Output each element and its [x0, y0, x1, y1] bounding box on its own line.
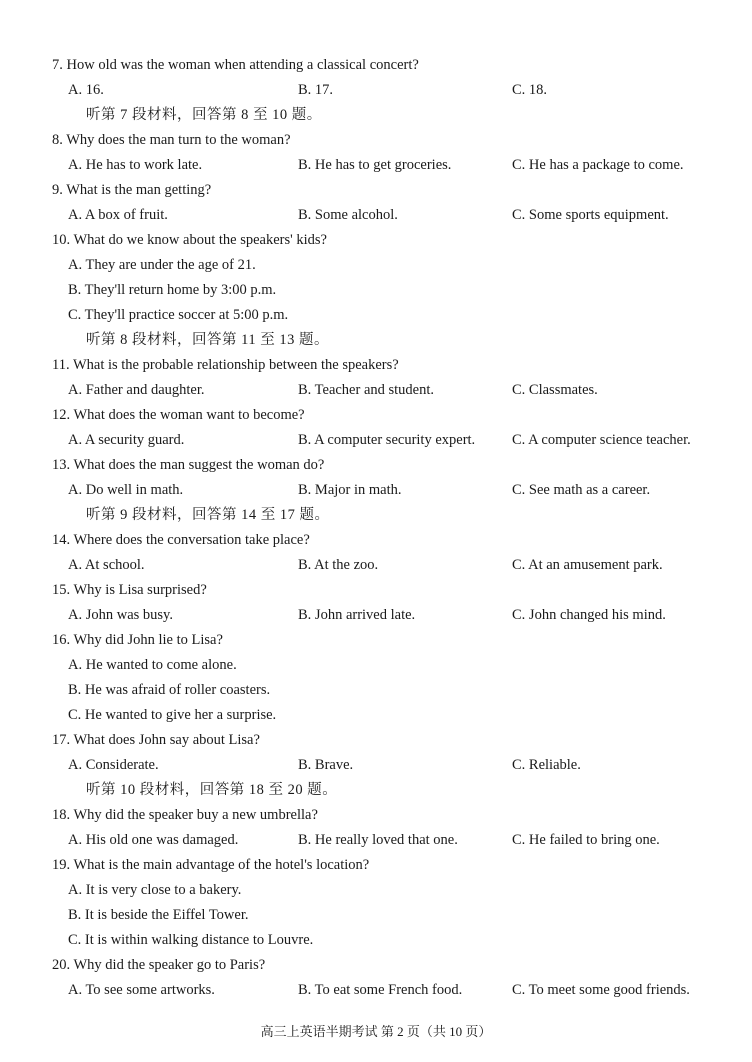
question-line: [0, 178, 752, 203]
option-a: A. He has to work late.: [68, 157, 203, 173]
options-row: [0, 153, 752, 178]
question-text: 12. What does the woman want to become?: [52, 407, 305, 423]
question-line: [0, 403, 752, 428]
option-c: C. See math as a career.: [512, 482, 651, 498]
options-row: [0, 978, 752, 1003]
option-line: [0, 303, 752, 328]
option-b: B. At the zoo.: [298, 557, 379, 573]
option-c: C. John changed his mind.: [512, 607, 666, 623]
question-text: 14. Where does the conversation take place?: [52, 532, 310, 548]
option-text: B. They'll return home by 3:00 p.m.: [68, 282, 277, 298]
option-c: C. At an amusement park.: [512, 557, 663, 573]
question-text: 11. What is the probable relationship between the speakers?: [52, 357, 399, 373]
question-text: 15. Why is Lisa surprised?: [52, 582, 207, 598]
option-a: A. At school.: [68, 557, 145, 573]
option-b: B. Brave.: [298, 757, 354, 773]
option-b: B. Teacher and student.: [298, 382, 435, 398]
option-b: B. A computer security expert.: [298, 432, 476, 448]
question-text: 20. Why did the speaker go to Paris?: [52, 957, 266, 973]
option-a: A. Do well in math.: [68, 482, 184, 498]
option-a: A. Father and daughter.: [68, 382, 205, 398]
options-row: [0, 753, 752, 778]
option-line: [0, 653, 752, 678]
options-row: [0, 478, 752, 503]
option-line: [0, 278, 752, 303]
option-text: A. He wanted to come alone.: [68, 657, 237, 673]
section-instruction: [0, 103, 752, 128]
option-a: A. A box of fruit.: [68, 207, 168, 223]
option-c: C. To meet some good friends.: [512, 982, 690, 998]
question-text: 13. What does the man suggest the woman do?: [52, 457, 325, 473]
instruction-text: 听第 7 段材料，回答第 8 至 10 题。: [86, 107, 322, 123]
question-line: [0, 228, 752, 253]
option-text: A. They are under the age of 21.: [68, 257, 256, 273]
section-instruction: [0, 778, 752, 803]
question-text: 9. What is the man getting?: [52, 182, 212, 198]
question-line: [0, 728, 752, 753]
option-line: [0, 903, 752, 928]
question-line: [0, 953, 752, 978]
option-b: B. John arrived late.: [298, 607, 416, 623]
option-b: B. Major in math.: [298, 482, 402, 498]
instruction-text: 听第 9 段材料，回答第 14 至 17 题。: [86, 507, 330, 523]
instruction-text: 听第 8 段材料，回答第 11 至 13 题。: [86, 332, 329, 348]
question-text: 17. What does John say about Lisa?: [52, 732, 260, 748]
question-text: 19. What is the main advantage of the hotel's location?: [52, 857, 370, 873]
option-b: B. He really loved that one.: [298, 832, 458, 848]
option-line: [0, 878, 752, 903]
question-line: [0, 453, 752, 478]
options-row: [0, 78, 752, 103]
option-text: C. It is within walking distance to Louvre.: [68, 932, 314, 948]
option-line: [0, 678, 752, 703]
option-c: C. He failed to bring one.: [512, 832, 660, 848]
option-a: A. A security guard.: [68, 432, 185, 448]
question-text: 8. Why does the man turn to the woman?: [52, 132, 291, 148]
option-a: A. His old one was damaged.: [68, 832, 239, 848]
question-line: [0, 528, 752, 553]
question-text: 7. How old was the woman when attending a classical concert?: [52, 57, 419, 73]
question-line: [0, 128, 752, 153]
options-row: [0, 378, 752, 403]
option-c: C. Some sports equipment.: [512, 207, 669, 223]
option-text: C. They'll practice soccer at 5:00 p.m.: [68, 307, 289, 323]
question-line: [0, 628, 752, 653]
question-text: 10. What do we know about the speakers' kids?: [52, 232, 327, 248]
question-line: [0, 353, 752, 378]
question-text: 16. Why did John lie to Lisa?: [52, 632, 223, 648]
option-c: C. He has a package to come.: [512, 157, 684, 173]
option-line: [0, 253, 752, 278]
options-row: [0, 428, 752, 453]
question-line: [0, 53, 752, 78]
question-text: 18. Why did the speaker buy a new umbrella?: [52, 807, 318, 823]
page-footer: 高三上英语半期考试 第 2 页（共 10 页）: [260, 1024, 492, 1039]
options-row: [0, 828, 752, 853]
option-a: A. 16.: [68, 82, 104, 98]
question-line: [0, 578, 752, 603]
instruction-text: 听第 10 段材料，回答第 18 至 20 题。: [86, 782, 338, 798]
option-c: C. A computer science teacher.: [512, 432, 691, 448]
option-text: B. He was afraid of roller coasters.: [68, 682, 271, 698]
option-c: C. Reliable.: [512, 757, 581, 773]
option-a: A. To see some artworks.: [68, 982, 215, 998]
option-text: A. It is very close to a bakery.: [68, 882, 242, 898]
section-instruction: [0, 328, 752, 353]
section-instruction: [0, 503, 752, 528]
options-row: [0, 203, 752, 228]
option-b: B. 17.: [298, 82, 334, 98]
option-b: B. He has to get groceries.: [298, 157, 452, 173]
options-row: [0, 553, 752, 578]
option-line: [0, 703, 752, 728]
option-a: A. John was busy.: [68, 607, 173, 623]
option-text: B. It is beside the Eiffel Tower.: [68, 907, 249, 923]
option-line: [0, 928, 752, 953]
option-c: C. Classmates.: [512, 382, 598, 398]
option-text: C. He wanted to give her a surprise.: [68, 707, 277, 723]
option-a: A. Considerate.: [68, 757, 159, 773]
options-row: [0, 603, 752, 628]
option-c: C. 18.: [512, 82, 548, 98]
option-b: B. Some alcohol.: [298, 207, 398, 223]
question-line: [0, 803, 752, 828]
question-line: [0, 853, 752, 878]
option-b: B. To eat some French food.: [298, 982, 463, 998]
